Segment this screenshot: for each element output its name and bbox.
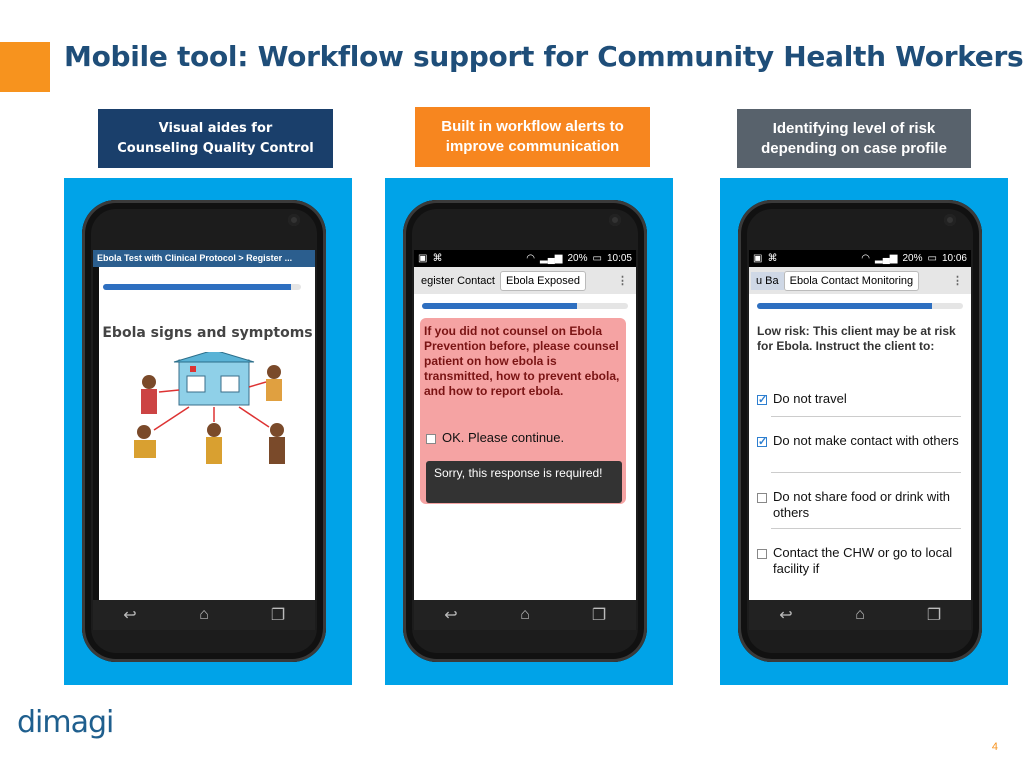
risk-intro: Low risk: This client may be at risk for Ebola. Instruct the client to: <box>757 324 956 353</box>
caption-line: Visual aides for <box>158 120 273 136</box>
question-heading: Ebola signs and symptoms <box>102 325 313 341</box>
ebola-symptoms-illustration <box>129 352 294 472</box>
checkbox-checked[interactable] <box>757 437 767 447</box>
form-breadcrumb[interactable]: Ebola Test with Clinical Protocol > Register ... <box>93 250 315 267</box>
wifi-icon: ◠ <box>526 253 536 264</box>
progress-fill <box>422 303 577 309</box>
breadcrumb-tabs <box>749 267 971 294</box>
caption-visual-aides <box>98 109 333 168</box>
android-nav-bar <box>749 600 971 630</box>
form-progress-bar <box>757 303 963 309</box>
signal-icon: ▂▄▆ <box>540 253 563 264</box>
accent-block <box>0 42 50 92</box>
checkbox-label: OK. Please continue. <box>442 430 565 445</box>
form-body <box>99 267 315 600</box>
camera-icon <box>288 214 300 226</box>
overflow-menu-icon[interactable]: ⋮ <box>952 275 963 287</box>
page-number: 4 <box>991 741 998 753</box>
home-icon[interactable]: ⌂ <box>520 606 530 623</box>
progress-fill <box>103 284 291 290</box>
android-nav-bar <box>93 600 315 630</box>
checklist-item[interactable] <box>757 391 965 407</box>
checklist-label: Do not travel <box>773 391 847 406</box>
camera-icon <box>609 214 621 226</box>
home-icon[interactable]: ⌂ <box>855 606 865 623</box>
phone-screen <box>749 250 971 630</box>
form-progress-bar <box>103 284 301 290</box>
android-nav-bar <box>414 600 636 630</box>
checklist-item[interactable] <box>757 545 965 577</box>
recent-apps-icon[interactable]: ❐ <box>270 607 286 624</box>
signal-icon: ▂▄▆ <box>875 253 898 264</box>
home-icon[interactable]: ⌂ <box>199 606 209 623</box>
divider <box>771 416 961 417</box>
wifi-icon: ◠ <box>861 253 871 264</box>
form-content <box>414 294 636 600</box>
logo-text: dimagi <box>17 705 114 740</box>
form-progress-bar <box>422 303 628 309</box>
divider <box>771 528 961 529</box>
battery-icon: ▭ <box>927 253 937 264</box>
overflow-menu-icon[interactable]: ⋮ <box>617 275 628 287</box>
phone-frame <box>82 200 326 662</box>
slide-title: Mobile tool: Workflow support for Community Health Workers <box>64 40 1024 73</box>
caption-risk-level <box>737 109 971 168</box>
validation-toast: Sorry, this response is required! <box>426 461 622 503</box>
status-time: 10:06 <box>941 253 967 264</box>
checkbox[interactable] <box>757 493 767 503</box>
caption-line: depending on case profile <box>761 139 947 157</box>
battery-level: 20% <box>567 253 588 264</box>
phone-frame <box>403 200 647 662</box>
tab-previous[interactable]: u Ba <box>751 272 784 290</box>
checklist-label: Contact the CHW or go to local facility if <box>773 545 953 576</box>
phone-panel-2 <box>385 178 673 685</box>
divider <box>771 472 961 473</box>
battery-level: 20% <box>902 253 923 264</box>
caption-line: Identifying level of risk <box>772 119 936 137</box>
phone-screen <box>414 250 636 630</box>
progress-fill <box>757 303 932 309</box>
camera-icon <box>944 214 956 226</box>
recent-apps-icon[interactable]: ❐ <box>926 607 942 624</box>
checklist-label: Do not share food or drink with others <box>773 489 951 520</box>
caption-line: Built in workflow alerts to <box>441 118 624 135</box>
phone-frame <box>738 200 982 662</box>
back-icon[interactable]: ↩ <box>779 607 793 624</box>
checkbox[interactable] <box>426 434 436 444</box>
phone-screen <box>93 250 315 630</box>
notification-icon: ⌘ <box>432 253 443 264</box>
status-bar <box>414 250 636 267</box>
checklist-label: Do not make contact with others <box>773 433 959 448</box>
dimagi-logo <box>17 705 113 740</box>
caption-line: Counseling Quality Control <box>117 140 314 156</box>
back-icon[interactable]: ↩ <box>123 607 137 624</box>
tab-register-contact[interactable]: egister Contact <box>421 274 495 287</box>
status-time: 10:05 <box>606 253 632 264</box>
caption-line: improve communication <box>445 138 620 155</box>
recent-apps-icon[interactable]: ❐ <box>591 607 607 624</box>
ok-checkbox-row[interactable] <box>426 430 564 445</box>
phone-panel-3 <box>720 178 1008 685</box>
image-icon: ▣ <box>418 253 428 264</box>
status-bar <box>749 250 971 267</box>
form-content <box>749 294 971 600</box>
checkbox-checked[interactable] <box>757 395 767 405</box>
phone-panel-1 <box>64 178 352 685</box>
checkbox[interactable] <box>757 549 767 559</box>
battery-icon: ▭ <box>592 253 602 264</box>
tab-ebola-contact-monitoring[interactable]: Ebola Contact Monitoring <box>784 271 920 291</box>
image-icon: ▣ <box>753 253 763 264</box>
alert-box <box>420 318 626 504</box>
checklist-item[interactable] <box>757 433 965 449</box>
tab-ebola-exposed[interactable]: Ebola Exposed <box>500 271 586 291</box>
caption-workflow-alerts <box>415 107 650 167</box>
alert-message: If you did not counsel on Ebola Prevention before, please counsel patient on how ebola is transmitted, how to prevent ebola, and how to report ebola. <box>424 324 620 398</box>
notification-icon: ⌘ <box>767 253 778 264</box>
back-icon[interactable]: ↩ <box>444 607 458 624</box>
checklist-item[interactable] <box>757 489 965 521</box>
breadcrumb-tabs <box>414 267 636 294</box>
